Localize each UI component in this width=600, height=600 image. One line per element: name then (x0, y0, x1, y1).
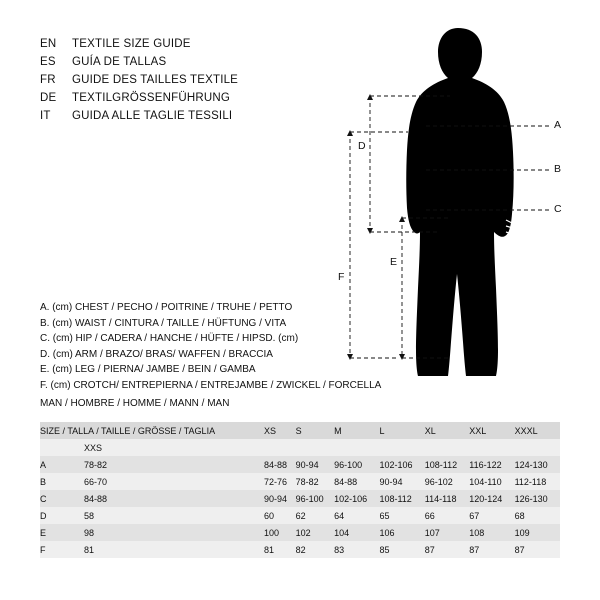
measurement-legend (40, 300, 382, 394)
cell-e-xs: 100 (264, 524, 296, 541)
legend-item: C. (cm) HIP / CADERA / HANCHE / HÜFTE / HIPSD. (cm) (40, 333, 299, 345)
title-row (40, 110, 340, 128)
row-label-b: B (40, 473, 84, 490)
marker-label-f: F (338, 271, 345, 283)
cell-d-xxl: 67 (469, 507, 514, 524)
cell-e-s: 102 (296, 524, 334, 541)
cell-f-xxl: 87 (469, 541, 514, 558)
column-header-xxs: XXS (84, 439, 264, 456)
cell-d-l: 65 (379, 507, 424, 524)
title-text-de: TEXTILGRÖSSENFÜHRUNG (72, 92, 230, 104)
legend-item: A. (cm) CHEST / PECHO / POITRINE / TRUHE / PETTO (40, 302, 293, 313)
table-row (40, 456, 560, 473)
row-label-c: C (40, 490, 84, 507)
column-header-s: S (296, 422, 334, 439)
man-silhouette-icon (406, 28, 513, 376)
empty-cell (296, 439, 334, 456)
row-label-e: E (40, 524, 84, 541)
cell-a-xxs: 78-82 (84, 456, 264, 473)
cell-b-xxl: 104-110 (469, 473, 514, 490)
cell-e-l: 106 (379, 524, 424, 541)
cell-a-xs: 84-88 (264, 456, 296, 473)
marker-label-b: B (554, 163, 562, 175)
cell-f-m: 83 (334, 541, 379, 558)
cell-a-m: 96-100 (334, 456, 379, 473)
cell-d-s: 62 (296, 507, 334, 524)
cell-c-s: 96-100 (296, 490, 334, 507)
cell-c-xxs: 84-88 (84, 490, 264, 507)
cell-f-xs: 81 (264, 541, 296, 558)
column-header-xl: XL (425, 422, 469, 439)
legend-item: E. (cm) LEG / PIERNA/ JAMBE / BEIN / GAMBA (40, 364, 256, 376)
cell-a-xl: 108-112 (425, 456, 469, 473)
table-row (40, 490, 560, 507)
table-row (40, 541, 560, 558)
cell-d-xxs: 58 (84, 507, 264, 524)
cell-b-xl: 96-102 (425, 473, 469, 490)
cell-d-xxxl: 68 (515, 507, 560, 524)
marker-label-e: E (390, 256, 398, 268)
table-subheader-row (40, 439, 560, 456)
legend-item: D. (cm) ARM / BRAZO/ BRAS/ WAFFEN / BRACCIA (40, 348, 273, 360)
empty-cell (264, 439, 296, 456)
title-row (40, 74, 340, 92)
cell-c-m: 102-106 (334, 490, 379, 507)
cell-e-xxl: 108 (469, 524, 514, 541)
cell-a-l: 102-106 (379, 456, 424, 473)
row-label-d: D (40, 507, 84, 524)
title-block (40, 38, 340, 128)
title-text-it: GUIDA ALLE TAGLIE TESSILI (72, 110, 233, 122)
row-label-a: A (40, 456, 84, 473)
size-table (40, 422, 560, 558)
marker-label-a: A (554, 119, 562, 131)
table-header-row (40, 422, 560, 439)
empty-cell (40, 439, 84, 456)
table-row (40, 473, 560, 490)
size-table-wrap (40, 422, 560, 558)
column-header-m: M (334, 422, 379, 439)
empty-cell (334, 439, 379, 456)
cell-d-xl: 66 (425, 507, 469, 524)
cell-c-xxl: 120-124 (469, 490, 514, 507)
cell-a-xxxl: 124-130 (515, 456, 560, 473)
cell-f-xxxl: 87 (515, 541, 560, 558)
cell-f-xl: 87 (425, 541, 469, 558)
cell-e-xxxl: 109 (515, 524, 560, 541)
column-header-xs: XS (264, 422, 296, 439)
cell-b-s: 78-82 (296, 473, 334, 490)
legend-item: F. (cm) CROTCH/ ENTREPIERNA / ENTREJAMBE / ZWICKEL / FORCELLA (40, 379, 382, 391)
title-lang-en: EN (40, 38, 57, 50)
cell-b-xxxl: 112-118 (515, 473, 560, 490)
title-row (40, 92, 340, 110)
cell-d-xs: 60 (264, 507, 296, 524)
marker-label-c: C (554, 203, 562, 215)
cell-f-xxs: 81 (84, 541, 264, 558)
cell-d-m: 64 (334, 507, 379, 524)
title-lang-fr: FR (40, 74, 56, 86)
row-label-f: F (40, 541, 84, 558)
cell-c-xxxl: 126-130 (515, 490, 560, 507)
title-text-es: GUÍA DE TALLAS (72, 56, 167, 68)
empty-cell (425, 439, 469, 456)
cell-f-l: 85 (379, 541, 424, 558)
cell-e-xl: 107 (425, 524, 469, 541)
column-header-l: L (379, 422, 424, 439)
cell-c-xl: 114-118 (425, 490, 469, 507)
table-corner-label: SIZE / TALLA / TAILLE / GRÖSSE / TAGLIA (40, 422, 264, 439)
title-row (40, 56, 340, 74)
column-header-xxxl: XXXL (515, 422, 560, 439)
cell-b-m: 84-88 (334, 473, 379, 490)
marker-label-d: D (358, 140, 366, 152)
title-text-fr: GUIDE DES TAILLES TEXTILE (72, 74, 239, 86)
column-header-xxl: XXL (469, 422, 514, 439)
title-text-en: TEXTILE SIZE GUIDE (72, 38, 191, 50)
cell-e-m: 104 (334, 524, 379, 541)
legend-item: B. (cm) WAIST / CINTURA / TAILLE / HÜFTUNG / VITA (40, 317, 287, 329)
cell-e-xxs: 98 (84, 524, 264, 541)
title-lang-es: ES (40, 56, 56, 68)
cell-c-xs: 90-94 (264, 490, 296, 507)
cell-b-l: 90-94 (379, 473, 424, 490)
table-row (40, 524, 560, 541)
empty-cell (515, 439, 560, 456)
empty-cell (469, 439, 514, 456)
cell-b-xxs: 66-70 (84, 473, 264, 490)
cell-b-xs: 72-76 (264, 473, 296, 490)
title-lang-it: IT (40, 110, 51, 122)
cell-c-l: 108-112 (379, 490, 424, 507)
table-row (40, 507, 560, 524)
empty-cell (379, 439, 424, 456)
cell-a-xxl: 116-122 (469, 456, 514, 473)
title-row (40, 38, 340, 56)
title-lang-de: DE (40, 92, 57, 104)
gender-label: MAN / HOMBRE / HOMME / MANN / MAN (40, 398, 230, 409)
cell-f-s: 82 (296, 541, 334, 558)
cell-a-s: 90-94 (296, 456, 334, 473)
